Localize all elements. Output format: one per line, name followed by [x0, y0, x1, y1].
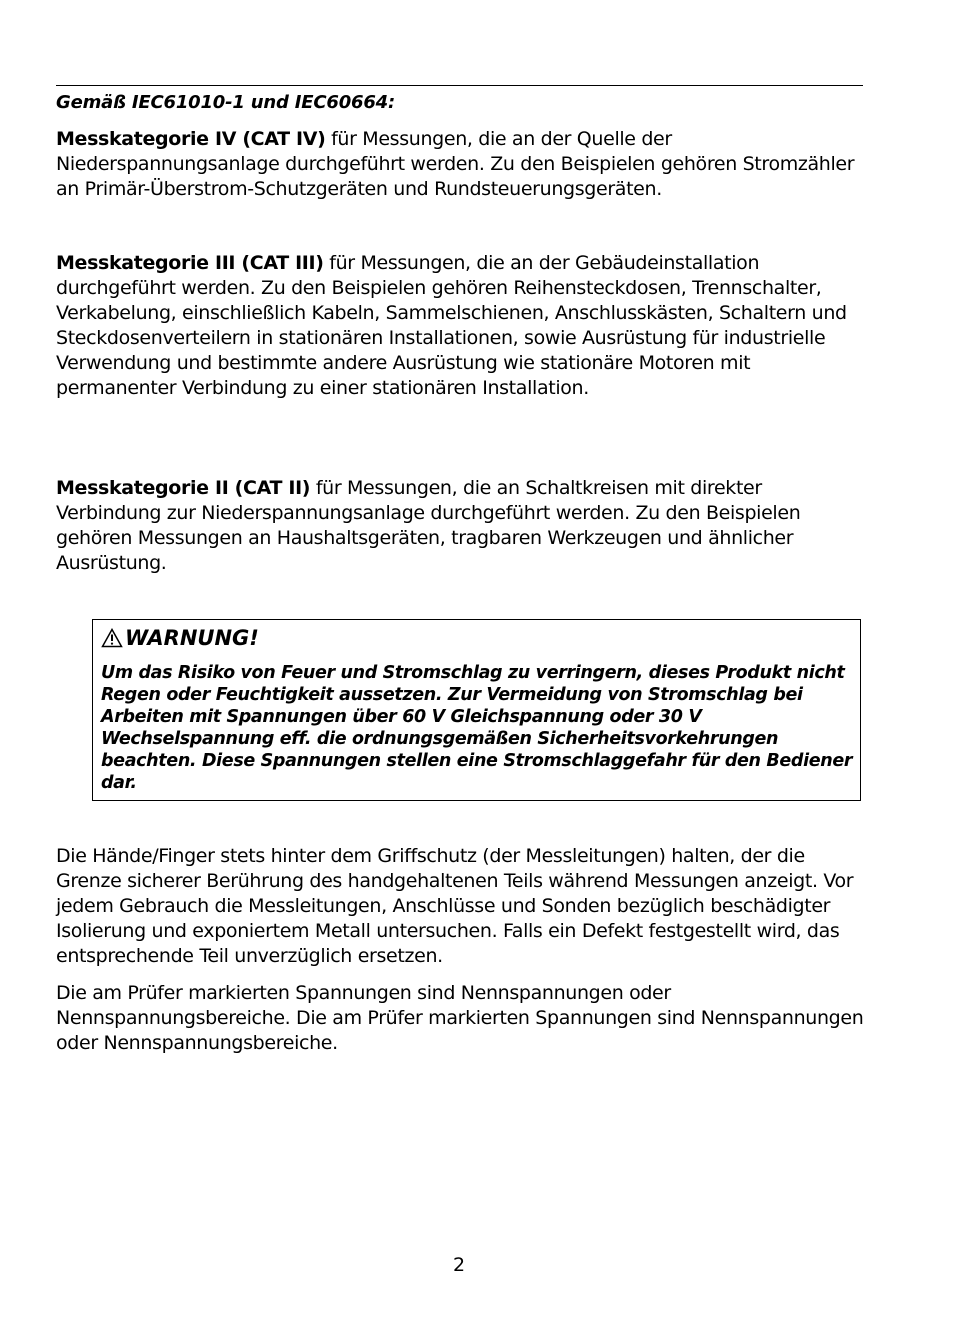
top-rule [56, 85, 863, 86]
warning-title [101, 625, 259, 651]
category-iv-label: Messkategorie IV (CAT IV) [56, 128, 326, 150]
category-ii-paragraph [56, 476, 866, 576]
rated-voltage-paragraph: Die am Prüfer markierten Spannungen sind Nennspannungen oder Nennspannungsbereiche. Die am Prüfer markierten Spannungen sind Nennspannungen oder Nennspannungsbereiche. [56, 982, 864, 1054]
category-ii-text: für Messungen, die an Schaltkreisen mit direkter Verbindung zur Niederspannungsanlage durchgeführt werden. Zu den Beispielen gehören Messungen an Haushaltsgeräten, tragbaren Werkzeugen und ähnlicher Ausrüstung. [56, 477, 801, 574]
hands-paragraph: Die Hände/Finger stets hinter dem Griffschutz (der Messleitungen) halten, der die Grenze sicherer Berührung des handgehaltenen Teils während Messungen anzeigt. Vor jedem Gebrauch die Messleitungen, Anschlüsse und Sonden bezüglich beschädigter Isolierung und exponiertem Metall untersuchen. Falls ein Defekt festgestellt wird, das entsprechende Teil unverzüglich ersetzen. [56, 845, 854, 967]
warning-title-text: WARNUNG! [125, 626, 259, 650]
category-ii-label: Messkategorie II (CAT II) [56, 477, 311, 499]
category-iii-paragraph [56, 251, 866, 401]
warning-text: Um das Risiko von Feuer und Stromschlag zu verringern, dieses Produkt nicht Regen oder Feuchtigkeit aussetzen. Zur Vermeidung von Stromschlag bei Arbeiten mit Spannungen über 60 V Gleichspannung oder 30 V Wechselspannung eff. die ordnungsgemäßen Sicherheitsvorkehrungen beachten. Diese Spannungen stellen eine Stromschlaggefahr für den Bediener dar. [101, 663, 853, 793]
category-iv-paragraph [56, 127, 866, 202]
category-iv-text: für Messungen, die an der Quelle der Niederspannungsanlage durchgeführt werden. Zu den Beispielen gehören Stromzähler an Primär-Überstrom-Schutzgeräten und Rundsteuerungsgeräten. [56, 128, 855, 200]
warning-box [92, 619, 861, 801]
warning-triangle-icon [101, 628, 123, 648]
section-heading: Gemäß IEC61010-1 und IEC60664: [56, 92, 395, 113]
page-number: 2 [452, 1254, 466, 1276]
category-iii-text: für Messungen, die an der Gebäudeinstallation durchgeführt werden. Zu den Beispielen gehören Reihensteckdosen, Trennschalter, Verkabelung, einschließlich Kabeln, Sammelschienen, Anschlusskästen, Schaltern und Steckdosenverteilern in stationären Installationen, sowie Ausrüstung für industrielle Verwendung und bestimmte andere Ausrüstung wie stationäre Motoren mit permanenter Verbindung zu einer stationären Installation. [56, 252, 847, 399]
category-iii-label: Messkategorie III (CAT III) [56, 252, 324, 274]
